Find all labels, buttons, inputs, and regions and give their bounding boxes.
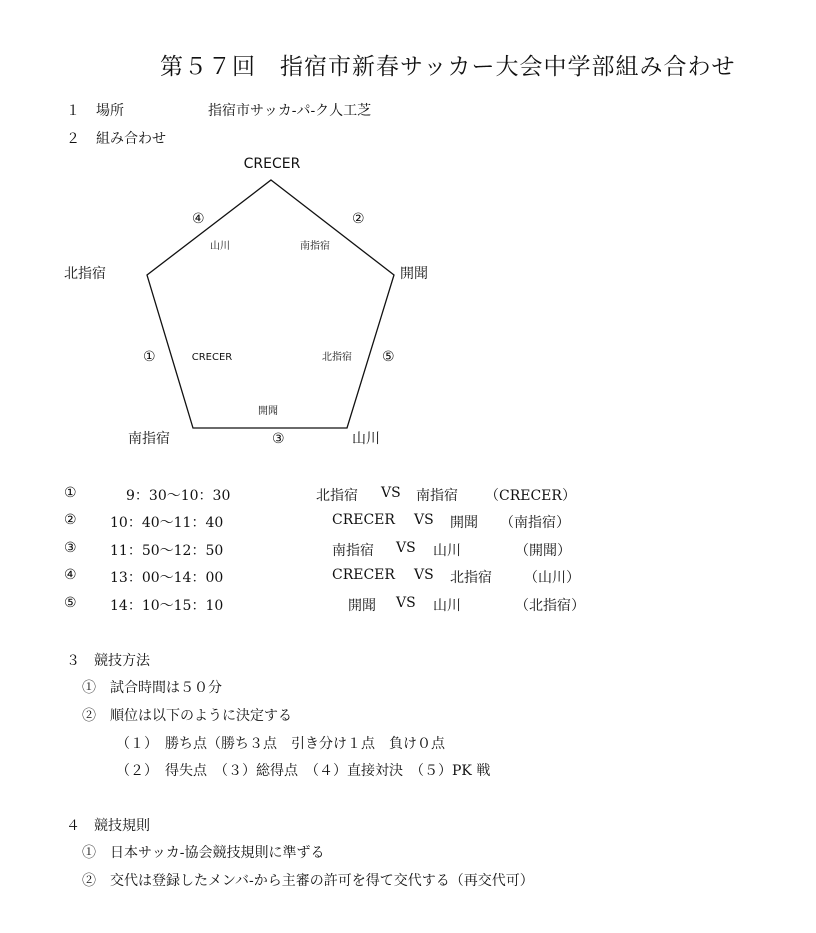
match-number: ② <box>64 512 77 528</box>
edge-team: 山川 <box>210 241 230 252</box>
section4-heading: ４ 競技規則 <box>66 818 150 834</box>
edge-number: ① <box>143 349 156 365</box>
match-time: 9：30～10：30 <box>126 488 231 504</box>
match-home: 北指宿 <box>316 488 358 504</box>
edge-team: CRECER <box>191 352 233 363</box>
match-vs: VS <box>396 540 416 556</box>
match-time: 13：00～14：00 <box>110 570 224 586</box>
rule-item: ② 順位は以下のように決定する <box>82 708 292 724</box>
edge-number: ② <box>352 211 365 227</box>
rule-item: ② 交代は登録したメンバ-から主審の許可を得て交代する（再交代可） <box>82 873 534 889</box>
edge-team: 南指宿 <box>300 241 330 252</box>
match-home: 南指宿 <box>332 543 374 559</box>
match-referee: （開聞） <box>515 543 571 559</box>
match-away: 山川 <box>433 543 461 559</box>
match-number: ⑤ <box>64 595 77 611</box>
match-referee: （南指宿） <box>500 515 570 531</box>
vertex-right: 開聞 <box>400 266 428 282</box>
match-number: ① <box>64 485 77 501</box>
match-vs: VS <box>396 595 416 611</box>
match-home: CRECER <box>332 512 395 528</box>
match-number: ④ <box>64 567 77 583</box>
section3-heading: ３ 競技方法 <box>66 653 150 669</box>
edge-number: ⑤ <box>382 349 395 365</box>
match-time: 11：50～12：50 <box>110 543 224 559</box>
rule-item: ① 試合時間は５０分 <box>82 680 222 696</box>
edge-team: 開聞 <box>258 406 278 417</box>
match-referee: （北指宿） <box>515 598 585 614</box>
section1-label: 場所 <box>96 103 124 119</box>
match-time: 14：10～15：10 <box>110 598 224 614</box>
vertex-bottom-right: 山川 <box>352 431 380 447</box>
rule-item: ① 日本サッカ-協会競技規則に準ずる <box>82 845 325 861</box>
section1-number: １ <box>66 103 80 119</box>
vertex-top: CRECER <box>243 156 301 172</box>
edge-number: ③ <box>272 431 285 447</box>
match-number: ③ <box>64 540 77 556</box>
match-away: 北指宿 <box>450 570 492 586</box>
match-vs: VS <box>414 567 434 583</box>
ranking-criteria: （１） 勝ち点（勝ち３点 引き分け１点 負け０点 <box>116 736 445 752</box>
match-referee: （CRECER） <box>485 488 576 504</box>
match-away: 南指宿 <box>416 488 458 504</box>
match-home: CRECER <box>332 567 395 583</box>
match-referee: （山川） <box>524 570 580 586</box>
match-vs: VS <box>414 512 434 528</box>
page-title: 第５７回 指宿市新春サッカー大会中学部組み合わせ <box>160 54 736 80</box>
edge-team: 北指宿 <box>322 352 352 363</box>
vertex-bottom-left: 南指宿 <box>128 431 170 447</box>
venue-value: 指宿市サッカ-パ-ク人工芝 <box>208 103 372 119</box>
match-vs: VS <box>381 485 401 501</box>
match-home: 開聞 <box>348 598 376 614</box>
section2-number: ２ <box>66 131 80 147</box>
ranking-criteria: （２） 得失点 （３）総得点 （４）直接対決 （５）PK 戦 <box>116 763 491 779</box>
vertex-left: 北指宿 <box>64 266 106 282</box>
section2-label: 組み合わせ <box>96 131 166 147</box>
match-away: 開聞 <box>450 515 478 531</box>
edge-number: ④ <box>192 211 205 227</box>
match-time: 10：40～11：40 <box>110 515 224 531</box>
match-away: 山川 <box>433 598 461 614</box>
